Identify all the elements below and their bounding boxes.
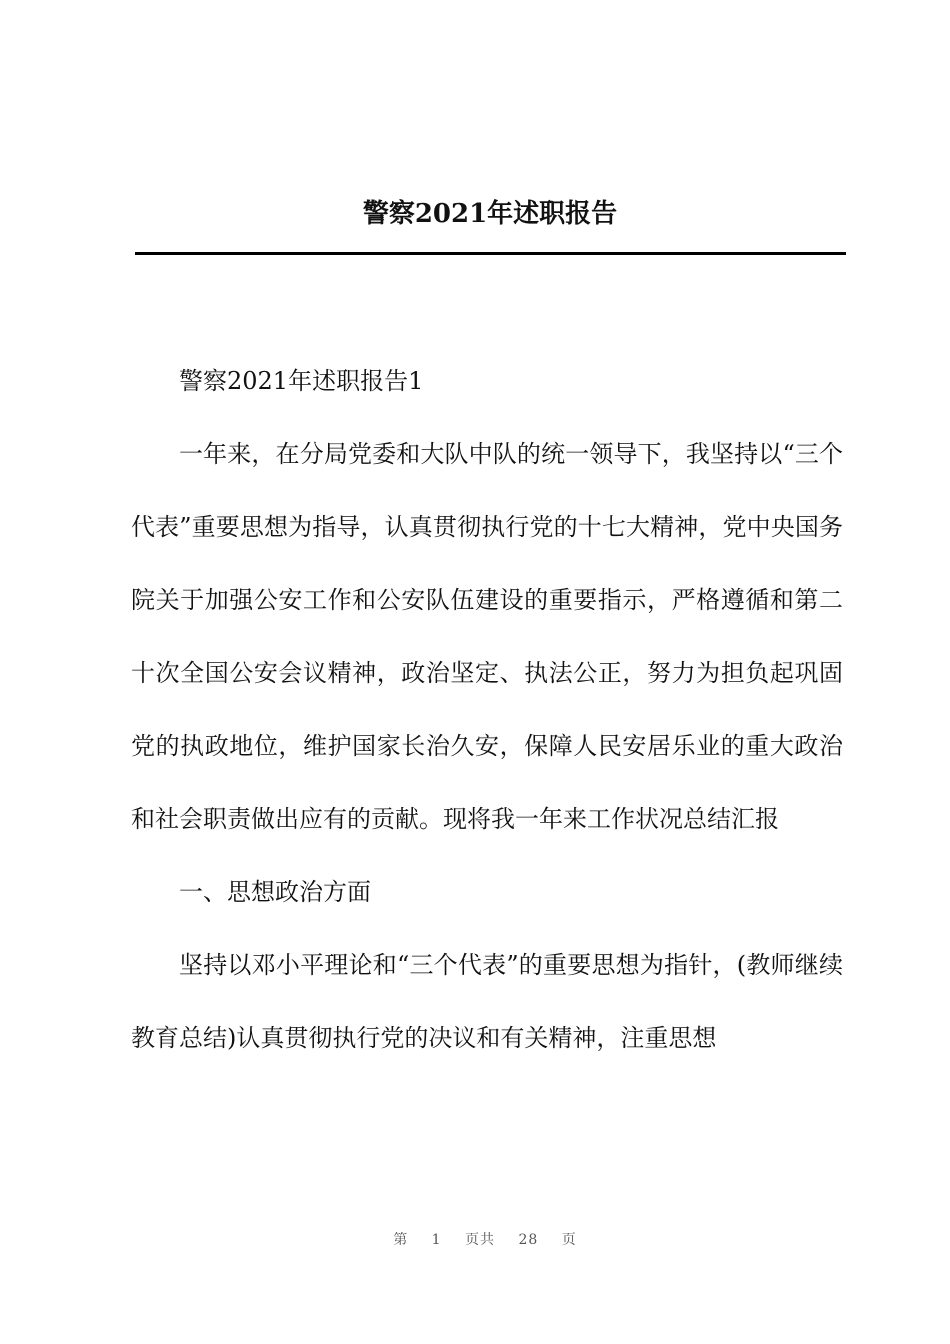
section-heading-paragraph: 一、思想政治方面 xyxy=(179,878,371,906)
footer-page-number: 1 xyxy=(431,1232,442,1248)
body-paragraph: 坚持以邓小平理论和“三个代表”的重要思想为指针，(教师继续教育总结)认真贯彻执行党的决议和有关精神，注重思想 xyxy=(131,951,843,1052)
footer-page-middle: 页共 xyxy=(465,1232,496,1248)
report-heading-paragraph: 警察2021年述职报告1 xyxy=(179,367,424,395)
intro-paragraph: 一年来，在分局党委和大队中队的统一领导下，我坚持以“三个代表”重要思想为指导，认真贯彻执行党的十七大精神，党中央国务院关于加强公安工作和公安队伍建设的重要指示，严格遵循和第二十次全国公安会议精神，政治坚定、执法公正，努力为担负起巩固党的执政地位，维护国家长治久安，保障人民安居乐业的重大政治和社会职责做出应有的贡献。现将我一年来工作状况总结汇报 xyxy=(131,440,843,833)
document-body xyxy=(131,345,843,1075)
document-title: 警察2021年述职报告 xyxy=(362,199,618,229)
title-divider xyxy=(135,252,846,255)
page-footer xyxy=(0,1229,950,1249)
footer-page-prefix: 第 xyxy=(393,1232,409,1248)
footer-page-total: 28 xyxy=(518,1232,539,1248)
footer-page-suffix: 页 xyxy=(561,1232,577,1248)
